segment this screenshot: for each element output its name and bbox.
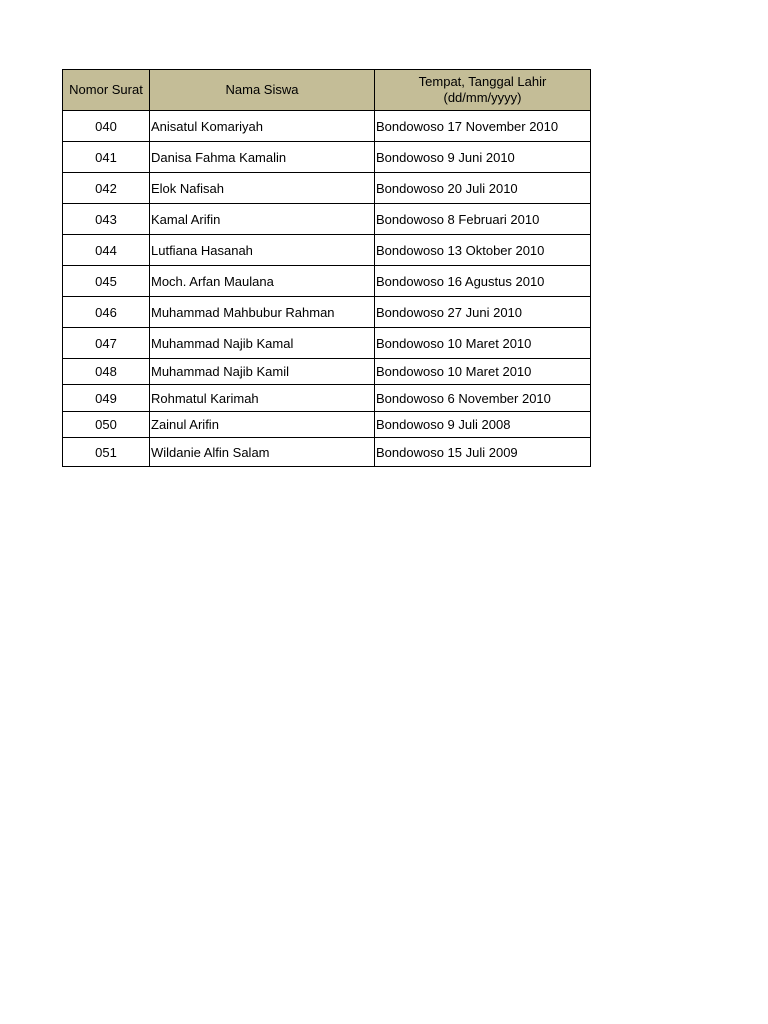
cell-nama-siswa: Moch. Arfan Maulana xyxy=(150,266,375,297)
cell-tempat-tanggal-lahir: Bondowoso 16 Agustus 2010 xyxy=(375,266,591,297)
cell-nama-siswa: Muhammad Najib Kamal xyxy=(150,328,375,359)
cell-tempat-tanggal-lahir: Bondowoso 8 Februari 2010 xyxy=(375,204,591,235)
cell-nomor-surat: 041 xyxy=(63,142,150,173)
cell-nomor-surat: 042 xyxy=(63,173,150,204)
table-row xyxy=(63,173,591,204)
cell-tempat-tanggal-lahir: Bondowoso 9 Juli 2008 xyxy=(375,412,591,438)
table-row xyxy=(63,328,591,359)
header-row xyxy=(63,70,591,111)
header-nama-siswa: Nama Siswa xyxy=(150,70,375,111)
header-tempat-tanggal-lahir xyxy=(375,70,591,111)
student-table xyxy=(62,69,591,467)
table-row xyxy=(63,142,591,173)
cell-nama-siswa: Muhammad Najib Kamil xyxy=(150,359,375,385)
header-birth-line2: (dd/mm/yyyy) xyxy=(443,90,522,105)
cell-nomor-surat: 049 xyxy=(63,385,150,412)
header-birth-line1: Tempat, Tanggal Lahir xyxy=(418,74,547,89)
cell-nomor-surat: 051 xyxy=(63,438,150,467)
cell-nomor-surat: 043 xyxy=(63,204,150,235)
cell-tempat-tanggal-lahir: Bondowoso 10 Maret 2010 xyxy=(375,328,591,359)
cell-nama-siswa: Anisatul Komariyah xyxy=(150,111,375,142)
table-row xyxy=(63,438,591,467)
header-nomor-surat: Nomor Surat xyxy=(63,70,150,111)
table-row xyxy=(63,235,591,266)
cell-nomor-surat: 040 xyxy=(63,111,150,142)
table-row xyxy=(63,385,591,412)
table-row xyxy=(63,412,591,438)
cell-tempat-tanggal-lahir: Bondowoso 9 Juni 2010 xyxy=(375,142,591,173)
cell-nomor-surat: 046 xyxy=(63,297,150,328)
cell-tempat-tanggal-lahir: Bondowoso 27 Juni 2010 xyxy=(375,297,591,328)
table-row xyxy=(63,266,591,297)
table-row xyxy=(63,111,591,142)
cell-nama-siswa: Wildanie Alfin Salam xyxy=(150,438,375,467)
cell-nama-siswa: Danisa Fahma Kamalin xyxy=(150,142,375,173)
table-body xyxy=(63,111,591,467)
cell-nomor-surat: 048 xyxy=(63,359,150,385)
cell-nama-siswa: Kamal Arifin xyxy=(150,204,375,235)
cell-tempat-tanggal-lahir: Bondowoso 13 Oktober 2010 xyxy=(375,235,591,266)
cell-nama-siswa: Zainul Arifin xyxy=(150,412,375,438)
table-row xyxy=(63,204,591,235)
cell-tempat-tanggal-lahir: Bondowoso 20 Juli 2010 xyxy=(375,173,591,204)
cell-nomor-surat: 045 xyxy=(63,266,150,297)
cell-tempat-tanggal-lahir: Bondowoso 6 November 2010 xyxy=(375,385,591,412)
table-row xyxy=(63,359,591,385)
cell-tempat-tanggal-lahir: Bondowoso 17 November 2010 xyxy=(375,111,591,142)
cell-nama-siswa: Muhammad Mahbubur Rahman xyxy=(150,297,375,328)
cell-tempat-tanggal-lahir: Bondowoso 10 Maret 2010 xyxy=(375,359,591,385)
cell-tempat-tanggal-lahir: Bondowoso 15 Juli 2009 xyxy=(375,438,591,467)
cell-nama-siswa: Rohmatul Karimah xyxy=(150,385,375,412)
table-row xyxy=(63,297,591,328)
cell-nama-siswa: Lutfiana Hasanah xyxy=(150,235,375,266)
cell-nomor-surat: 047 xyxy=(63,328,150,359)
cell-nomor-surat: 050 xyxy=(63,412,150,438)
cell-nama-siswa: Elok Nafisah xyxy=(150,173,375,204)
cell-nomor-surat: 044 xyxy=(63,235,150,266)
